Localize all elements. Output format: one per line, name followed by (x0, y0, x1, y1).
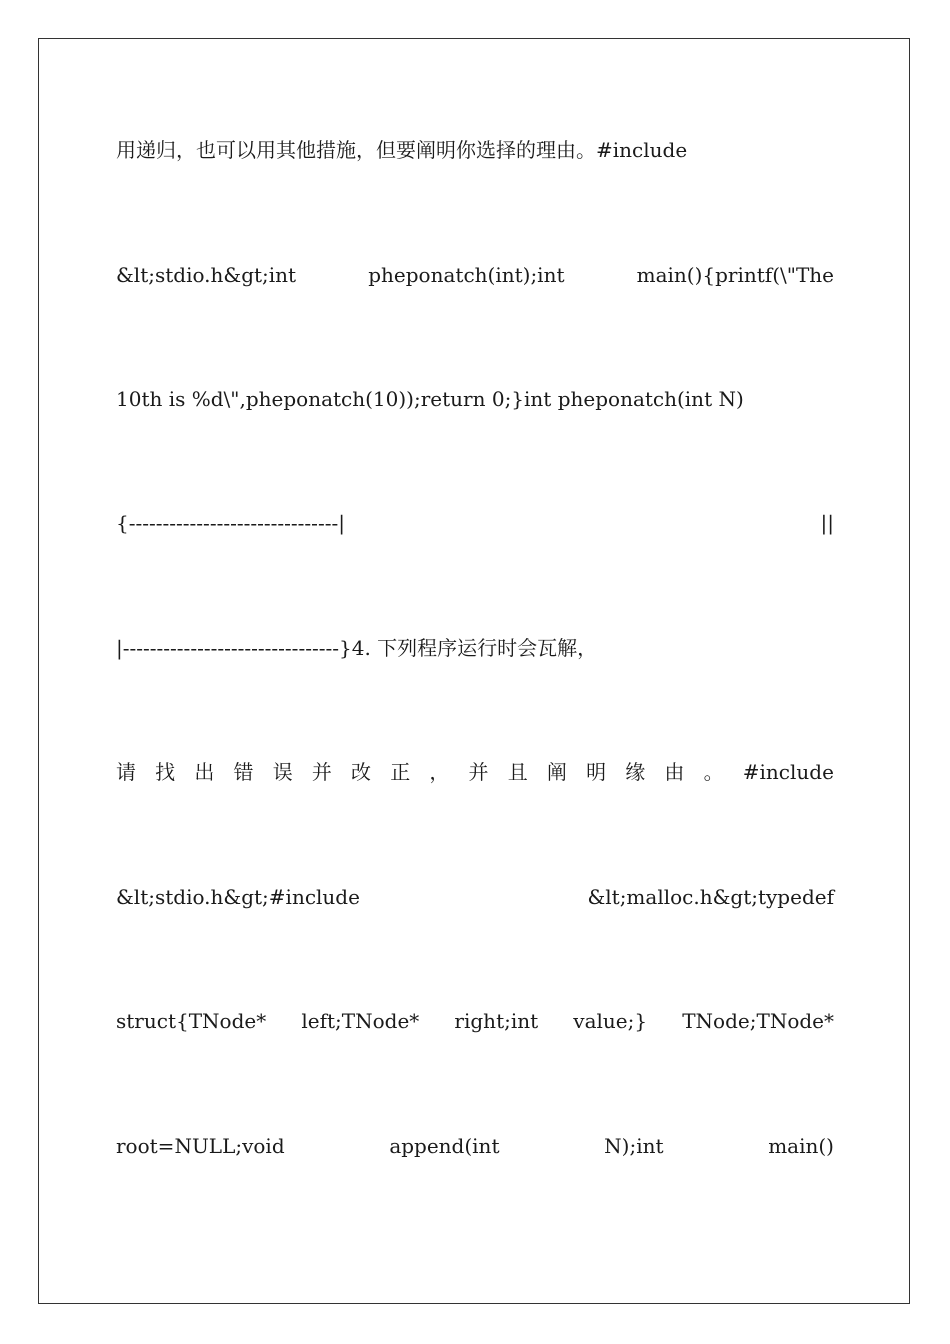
text-segment: 10th is %d\",pheponatch(10));return 0;}int pheponatch(int N) (116, 387, 744, 411)
text-segment: left;TNode* (301, 1009, 420, 1033)
text-segment: 且 (507, 760, 528, 784)
text-line-7 (116, 882, 834, 912)
text-line-5 (116, 633, 834, 663)
text-segment: 并 (311, 760, 332, 784)
text-line-1 (116, 135, 834, 165)
text-segment: main(){printf(\"The (636, 263, 834, 287)
text-segment: ， (429, 760, 450, 784)
text-line-9 (116, 1131, 834, 1161)
text-segment: struct{TNode* (116, 1009, 267, 1033)
text-segment: value;} (573, 1009, 648, 1033)
text-segment: pheponatch(int);int (368, 263, 565, 287)
text-segment: 。 (703, 760, 724, 784)
text-segment: 正 (390, 760, 411, 784)
text-segment: &lt;stdio.h&gt;int (116, 263, 297, 287)
text-segment: TNode;TNode* (682, 1009, 834, 1033)
text-segment: 由 (664, 760, 685, 784)
text-segment: 用递归，也可以用其他措施，但要阐明你选择的理由。#include (116, 138, 688, 162)
text-segment: main() (768, 1134, 834, 1158)
text-segment: 误 (272, 760, 293, 784)
text-line-4 (116, 508, 834, 538)
text-segment: append(int (389, 1134, 500, 1158)
text-segment: 出 (194, 760, 215, 784)
text-segment: 错 (233, 760, 254, 784)
text-line-8 (116, 1006, 834, 1036)
text-segment: 改 (351, 760, 372, 784)
text-line-2 (116, 260, 834, 290)
text-segment: &lt;malloc.h&gt;typedef (587, 885, 834, 909)
text-segment: 明 (586, 760, 607, 784)
text-segment: right;int (454, 1009, 539, 1033)
text-line-3 (116, 384, 834, 414)
text-segment: root=NULL;void (116, 1134, 285, 1158)
text-segment: &lt;stdio.h&gt;#include (116, 885, 360, 909)
text-segment: 缘 (625, 760, 646, 784)
page-frame (38, 38, 910, 1304)
text-segment: 请 (116, 760, 136, 784)
text-segment: || (820, 511, 834, 535)
text-segment: 找 (155, 760, 176, 784)
text-segment: #include (742, 760, 834, 784)
text-line-6 (116, 757, 834, 787)
text-segment: 阐 (546, 760, 567, 784)
text-segment: {-------------------------------| (116, 511, 345, 535)
text-segment: N);int (604, 1134, 664, 1158)
text-segment: 并 (468, 760, 489, 784)
text-segment: |--------------------------------}4. 下列程序运行时会瓦解， (116, 636, 598, 660)
